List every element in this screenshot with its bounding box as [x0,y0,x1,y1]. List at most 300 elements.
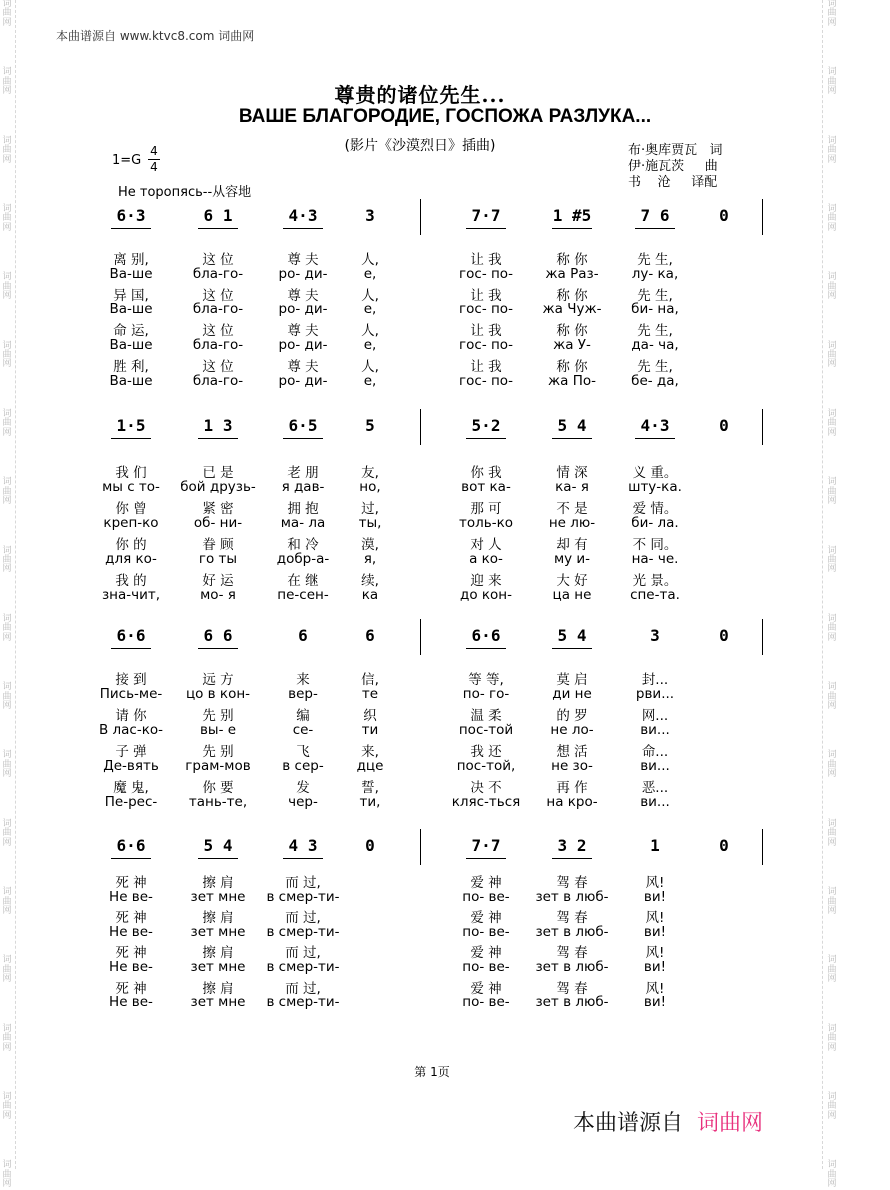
lyric-syllable: 风! [645,980,665,997]
lyric-syllable: 对 人 [470,537,502,553]
lyric-syllable: 胜 利, [113,358,149,375]
lyric-syllable: я, [363,551,377,567]
lyric-syllable: бла-го- [192,372,244,389]
lyric-syllable: Пись-ме- [99,686,163,702]
side-watermark-mark: 词 曲 网 [2,67,12,97]
lyric-syllable: 尊 夫 [287,358,319,375]
lyric-syllable: ви... [640,794,670,810]
lyric-syllable: зет мне [190,994,246,1011]
lyric-syllable: ты, [358,515,382,531]
lyric-syllable: ро- ди- [278,337,328,353]
lyric-syllable: по- ве- [462,888,510,905]
lyric-syllable: 人, [361,287,379,304]
lyric-syllable: 紧 密 [202,501,234,517]
note-group: 4 3 [288,836,318,855]
lyric-syllable: гос- по- [459,372,513,389]
lyric-syllable: бой друзь- [180,479,256,495]
note-group: 5 4 [557,626,587,645]
lyric-syllable: 子 弹 [115,744,147,760]
lyric-syllable: 离 别, [113,252,149,268]
note-underline [466,228,506,229]
lyric-syllable: чер- [288,794,318,810]
bar-line [762,619,763,655]
lyric-syllable: 先 生, [637,287,673,304]
lyric-syllable: Де-вять [103,758,159,774]
title-russian: ВАШЕ БЛАГОРОДИЕ, ГОСПОЖА РАЗЛУКА... [238,106,652,127]
lyric-syllable: кляс-ться [451,794,521,810]
lyric-syllable: би- ла. [631,515,679,531]
lyric-syllable: ма- ла [280,515,326,531]
side-watermark-mark: 词 曲 网 [827,750,837,780]
side-watermark-mark: 词 曲 网 [2,272,12,302]
lyric-syllable: не ло- [550,722,594,738]
lyric-syllable: шту-ка. [628,479,682,495]
lyric-syllable: жа По- [547,372,596,389]
side-watermark-mark: 词 曲 网 [827,272,837,302]
note-group: 6 6 [203,626,233,645]
lyric-syllable: е, [363,301,377,318]
left-margin-guide [15,0,16,1169]
lyric-syllable: 这 位 [202,323,234,340]
note-underline [552,438,592,439]
lyric-syllable: для ко- [105,551,157,567]
lyric-syllable: 人, [361,252,379,268]
lyric-syllable: Ва-ше [109,337,153,353]
note-underline [198,228,238,229]
lyric-syllable: ро- ди- [278,265,328,282]
lyric-syllable: 不 是 [556,501,588,517]
lyric-syllable: 擦 肩 [202,980,234,997]
lyric-syllable: би- на, [631,301,679,318]
lyric-syllable: по- ве- [462,959,510,975]
lyric-syllable: зет в люб- [535,959,609,975]
title-chinese: 尊贵的诸位先生... [334,83,506,107]
lyric-syllable: 先 生, [637,323,673,340]
lyric-syllable: се- [292,722,314,738]
lyric-syllable: 过, [361,501,379,517]
lyric-syllable: 不 同。 [632,537,678,553]
lyric-syllable: 称 你 [556,252,588,268]
note-group: 6 [298,626,308,645]
lyric-syllable: е, [363,265,377,282]
lyric-syllable: 爱 情。 [632,501,678,517]
lyric-syllable: 你 曾 [115,501,147,517]
lyric-syllable: гос- по- [459,265,513,282]
side-watermark-mark: 词 曲 网 [2,408,12,438]
lyric-syllable: цо в кон- [185,686,251,702]
side-watermark-mark: 词 曲 网 [827,0,837,28]
lyric-syllable: 远 方 [202,672,234,688]
right-margin-guide [822,0,823,1169]
lyric-syllable: 在 继 [287,573,319,589]
lyric-syllable: 让 我 [470,358,502,375]
note-group: 4·3 [640,416,670,435]
time-signature-bottom: 4 [150,160,158,174]
lyric-syllable: Не ве- [109,994,153,1011]
note-underline [466,438,506,439]
lyric-syllable: Не ве- [109,888,153,905]
note-underline [552,228,592,229]
lyric-syllable: на кро- [546,794,598,810]
note-group: 0 [719,626,729,645]
lyric-syllable: 织 [363,708,377,724]
lyric-syllable: 驾 春 [556,980,588,997]
lyric-syllable: 风! [645,910,665,927]
lyric-syllable: 誓, [361,780,379,796]
lyric-syllable: 我 的 [115,573,147,589]
lyric-syllable: 尊 夫 [287,323,319,340]
lyric-syllable: рви... [635,686,675,702]
note-group: 0 [719,416,729,435]
side-watermark-mark: 词 曲 网 [2,613,12,643]
note-underline [283,438,323,439]
lyric-syllable: 命... [641,744,669,760]
side-watermark-mark: 词 曲 网 [827,1160,837,1190]
lyric-syllable: ви! [643,888,667,905]
lyric-syllable: 先 别 [202,744,234,760]
side-watermark-mark: 词 曲 网 [2,887,12,916]
lyric-syllable: зет в люб- [535,888,609,905]
time-signature [147,145,161,174]
lyric-syllable: 恶... [641,780,669,796]
lyric-syllable: 却 有 [556,537,588,553]
note-underline [283,858,323,859]
lyric-syllable: 先 别 [202,708,234,724]
lyric-syllable: 我 还 [470,744,502,760]
side-watermark-mark: 词 曲 网 [2,477,12,507]
side-watermark-mark: 词 曲 网 [827,1092,837,1121]
lyric-syllable: му и- [553,551,591,567]
lyric-syllable: 编 [296,708,310,724]
time-signature-top: 4 [150,144,158,158]
side-watermark-mark: 词 曲 网 [2,0,12,28]
lyric-syllable: 而 过, [285,980,321,997]
note-underline [552,858,592,859]
lyric-syllable: 让 我 [470,287,502,304]
note-group: 6·3 [116,206,146,225]
note-group: 3 [365,206,375,225]
lyric-syllable: 这 位 [202,358,234,375]
note-underline [466,858,506,859]
lyric-syllable: 飞 [296,744,310,760]
lyric-syllable: 称 你 [556,287,588,304]
note-group: 1 #5 [552,206,592,225]
note-group: 6·5 [288,416,318,435]
lyric-syllable: 死 神 [115,945,147,962]
lyric-syllable: 人, [361,358,379,375]
note-group: 1·5 [116,416,146,435]
lyric-syllable: в смер-ти- [266,923,340,940]
lyric-syllable: 义 重。 [632,465,678,481]
note-group: 1 3 [203,416,233,435]
lyric-syllable: но, [359,479,381,495]
note-underline [635,438,675,439]
right-side-watermark [826,0,838,1190]
lyric-syllable: 信, [361,672,379,688]
lyric-syllable: 称 你 [556,323,588,340]
lyric-syllable: 人, [361,323,379,340]
lyric-syllable: вот ка- [461,479,511,495]
lyric-syllable: ви! [643,923,667,940]
lyric-syllable: зна-чит, [101,587,161,603]
lyric-syllable: 让 我 [470,252,502,268]
side-watermark-mark: 词 曲 网 [827,408,837,438]
lyric-syllable: 请 你 [115,708,147,724]
lyric-syllable: 尊 夫 [287,287,319,304]
lyric-syllable: Не ве- [109,959,153,975]
lyric-syllable: вер- [288,686,318,702]
side-watermark-mark: 词 曲 网 [827,682,837,711]
lyric-syllable: 来, [361,744,379,760]
lyric-syllable: 先 生, [637,358,673,375]
lyric-syllable: е, [363,337,377,353]
side-watermark-mark: 词 曲 网 [2,1160,12,1190]
bar-line [762,199,763,235]
side-watermark-mark: 词 曲 网 [827,340,837,370]
lyric-syllable: я дав- [281,479,325,495]
note-underline [283,228,323,229]
lyric-syllable: 友, [361,465,379,481]
lyric-syllable: лу- ка, [631,265,679,282]
lyric-syllable: 温 柔 [470,708,502,724]
lyric-syllable: а ко- [469,551,503,567]
lyric-syllable: 驾 春 [556,875,588,891]
note-group: 5 4 [557,416,587,435]
side-watermark-mark: 词 曲 网 [2,750,12,780]
lyric-syllable: 和 冷 [287,537,319,553]
note-group: 5·2 [471,416,501,435]
lyric-syllable: бла-го- [192,337,244,353]
side-watermark-mark: 词 曲 网 [827,67,837,97]
note-group: 0 [719,206,729,225]
key-signature: 1=G [112,153,142,168]
side-watermark-mark: 词 曲 网 [2,340,12,370]
lyric-syllable: 驾 春 [556,945,588,962]
lyric-syllable: 爱 神 [470,980,502,997]
side-watermark-mark: 词 曲 网 [827,1023,837,1053]
lyric-syllable: гос- по- [459,337,513,353]
lyric-syllable: 老 朋 [287,465,319,481]
lyric-syllable: Ва-ше [109,372,153,389]
lyric-syllable: те [361,686,379,702]
side-watermark-mark: 词 曲 网 [2,1092,12,1121]
lyric-syllable: 莫 启 [556,672,588,688]
watermark-site: 词曲网 [697,1111,764,1136]
side-watermark-mark: 词 曲 网 [827,203,837,233]
lyric-syllable: 爱 神 [470,875,502,891]
lyric-syllable: ди не [552,686,592,702]
lyric-syllable: не зо- [551,758,593,774]
side-watermark-mark: 词 曲 网 [827,613,837,643]
lyric-syllable: зет мне [190,923,246,940]
lyric-syllable: жа У- [553,337,591,353]
lyric-syllable: 你 我 [470,465,502,481]
note-group: 6 [365,626,375,645]
lyric-syllable: 命 运, [113,323,149,340]
lyric-syllable: 的 罗 [556,708,588,724]
side-watermark-mark: 词 曲 网 [827,818,837,848]
note-underline [111,228,151,229]
lyric-syllable: 再 作 [556,780,588,796]
lyric-syllable: по- го- [462,686,510,702]
note-group: 1 [650,836,660,855]
bar-line [420,409,421,445]
lyric-syllable: ви! [643,959,667,975]
lyric-syllable: мо- я [200,587,236,603]
lyric-syllable: 网... [641,708,669,724]
note-group: 0 [719,836,729,855]
lyric-syllable: 擦 肩 [202,945,234,962]
subtitle: (影片《沙漠烈日》插曲) [344,138,496,154]
lyric-syllable: ро- ди- [278,301,328,318]
lyric-syllable: 魔 鬼, [113,780,149,796]
lyric-syllable: ка [361,587,379,603]
credits: 布·奥库贾瓦 词 伊·施瓦茨 曲 书 沧 译配 [628,143,723,190]
lyric-syllable: 眷 顾 [202,537,234,553]
lyric-syllable: ка- я [555,479,589,495]
side-watermark-mark: 词 曲 网 [2,955,12,985]
lyric-syllable: гос- по- [459,301,513,318]
tempo-marking: Не торопясь--从容地 [118,185,252,200]
watermark [573,1106,763,1137]
note-group: 6·6 [116,626,146,645]
note-group: 6·6 [116,836,146,855]
lyric-syllable: 等 等, [468,672,504,688]
side-watermark-mark: 词 曲 网 [827,545,837,575]
side-watermark-mark: 词 曲 网 [2,545,12,575]
note-underline [198,438,238,439]
bar-line [420,199,421,235]
lyric-syllable: 好 运 [202,573,234,589]
note-underline [111,648,151,649]
note-group: 3 2 [557,836,587,855]
lyric-syllable: добр-а- [276,551,330,567]
bar-line [420,829,421,865]
lyric-syllable: 我 们 [115,465,147,481]
lyric-syllable: 擦 肩 [202,875,234,891]
lyric-syllable: толь-ко [459,515,513,531]
lyric-syllable: не лю- [548,515,596,531]
side-watermark-mark: 词 曲 网 [827,955,837,985]
side-watermark-mark: 词 曲 网 [2,135,12,165]
lyric-syllable: 情 深 [556,465,588,481]
lyric-syllable: 风! [645,945,665,962]
lyric-syllable: В лас-ко- [98,722,164,738]
lyric-syllable: жа Чуж- [542,301,602,318]
side-watermark-mark: 词 曲 网 [2,682,12,711]
lyric-syllable: тань-те, [188,794,248,810]
note-group: 7·7 [471,206,501,225]
lyric-syllable: 死 神 [115,910,147,927]
lyric-syllable: 来 [296,672,310,688]
lyric-syllable: 擦 肩 [202,910,234,927]
lyric-syllable: 而 过, [285,945,321,962]
note-group: 6 1 [203,206,233,225]
lyric-syllable: 光 景。 [632,573,678,589]
lyric-syllable: вы- е [199,722,237,738]
lyric-syllable: дце [356,758,384,774]
side-watermark-mark: 词 曲 网 [2,818,12,848]
lyric-syllable: в смер-ти- [266,888,340,905]
note-underline [552,648,592,649]
lyric-syllable: 你 要 [202,780,234,796]
lyric-syllable: грам-мов [185,758,251,774]
lyric-syllable: бе- да, [631,372,679,389]
left-side-watermark [1,0,13,1190]
lyric-syllable: 风! [645,875,665,891]
note-underline [111,858,151,859]
lyric-syllable: об- ни- [193,515,243,531]
watermark-text: 本曲谱源自 [573,1111,684,1136]
lyric-syllable: Не ве- [109,923,153,940]
side-watermark-mark: 词 曲 网 [2,203,12,233]
lyric-syllable: ви! [643,994,667,1011]
lyric-syllable: ца не [552,587,592,603]
bar-line [762,409,763,445]
lyric-syllable: по- ве- [462,923,510,940]
note-group: 4·3 [288,206,318,225]
lyric-syllable: 死 神 [115,875,147,891]
lyric-syllable: 那 可 [470,501,502,517]
side-watermark-mark: 词 曲 网 [827,887,837,916]
lyric-syllable: пе-сен- [277,587,329,603]
lyric-syllable: 这 位 [202,252,234,268]
note-group: 5 4 [203,836,233,855]
lyric-syllable: ти [361,722,379,738]
lyric-syllable: 爱 神 [470,910,502,927]
lyric-syllable: зет мне [190,888,246,905]
note-group: 6·6 [471,626,501,645]
note-underline [198,648,238,649]
side-watermark-mark: 词 曲 网 [827,135,837,165]
side-watermark-mark: 词 曲 网 [827,477,837,507]
note-group: 3 [650,626,660,645]
bar-line [762,829,763,865]
note-group: 7·7 [471,836,501,855]
lyric-syllable: Ва-ше [109,265,153,282]
lyric-syllable: 尊 夫 [287,252,319,268]
lyric-syllable: в сер- [282,758,324,774]
note-underline [111,438,151,439]
lyric-syllable: зет мне [190,959,246,975]
lyric-syllable: е, [363,372,377,389]
lyric-syllable: спе-та. [630,587,680,603]
lyric-syllable: да- ча, [631,337,679,353]
lyric-syllable: 拥 抱 [287,501,319,517]
lyric-syllable: ти, [359,794,381,810]
lyric-syllable: 称 你 [556,358,588,375]
lyric-syllable: ви... [640,758,670,774]
lyric-syllable: жа Раз- [545,265,599,282]
lyric-syllable: ро- ди- [278,372,328,389]
lyric-syllable: 续, [361,573,379,589]
lyric-syllable: го ты [198,551,238,567]
lyric-syllable: 先 生, [637,252,673,268]
note-group: 5 [365,416,375,435]
lyric-syllable: 想 活 [556,744,588,760]
lyric-syllable: 大 好 [556,573,588,589]
note-group: 7 6 [640,206,670,225]
lyric-syllable: по- ве- [462,994,510,1011]
lyric-syllable: в смер-ти- [266,959,340,975]
side-watermark-mark: 词 曲 网 [2,1023,12,1053]
lyric-syllable: 而 过, [285,910,321,927]
note-underline [635,228,675,229]
lyric-syllable: зет в люб- [535,923,609,940]
lyric-syllable: 接 到 [115,672,147,688]
note-underline [466,648,506,649]
lyric-syllable: бла-го- [192,301,244,318]
